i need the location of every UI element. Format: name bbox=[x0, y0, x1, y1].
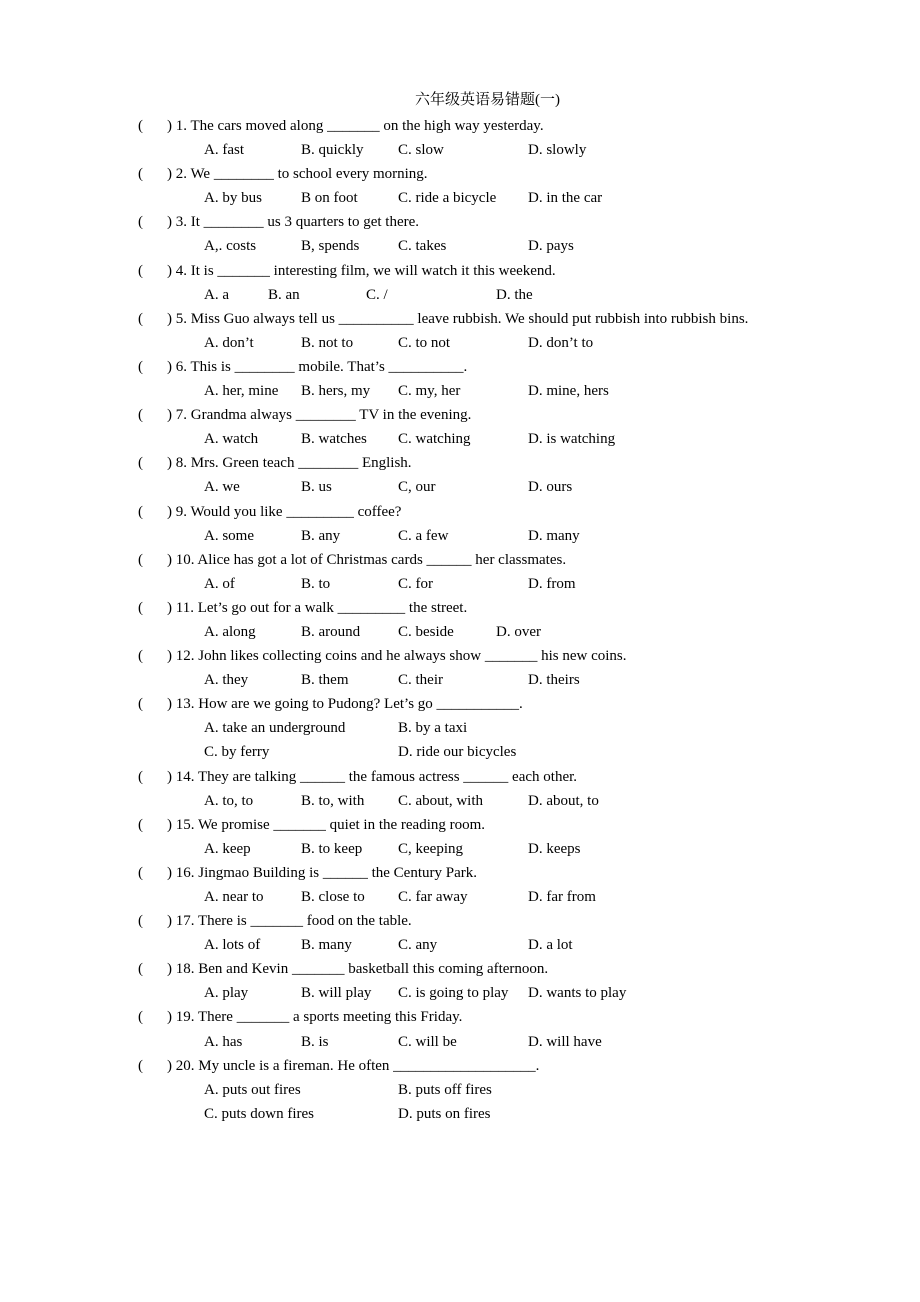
answer-option: D. in the car bbox=[528, 190, 603, 207]
answer-option: A. watch bbox=[204, 431, 259, 448]
answer-option: B. us bbox=[301, 479, 332, 496]
answer-option: C. any bbox=[398, 937, 438, 954]
question-row bbox=[0, 957, 920, 981]
options-row bbox=[0, 283, 920, 307]
question-row bbox=[0, 451, 920, 475]
answer-option: A. a bbox=[204, 286, 229, 303]
answer-option: D. don’t to bbox=[528, 334, 594, 351]
answer-option: D. ours bbox=[528, 479, 573, 496]
question-text: ) 20. My uncle is a fireman. He often ___________________. bbox=[167, 1057, 540, 1074]
options-row bbox=[0, 620, 920, 644]
question-text: ) 17. There is _______ food on the table. bbox=[167, 913, 412, 930]
answer-blank-open-paren: ( bbox=[138, 262, 143, 279]
answer-option: B. them bbox=[301, 672, 349, 689]
question-text: ) 5. Miss Guo always tell us __________ leave rubbish. We should put rubbish into rubbish bins. bbox=[167, 310, 749, 327]
answer-blank-open-paren: ( bbox=[138, 816, 143, 833]
answer-option: B. not to bbox=[301, 334, 354, 351]
answer-option: C. watching bbox=[398, 431, 471, 448]
question-row bbox=[0, 596, 920, 620]
question-text: ) 8. Mrs. Green teach ________ English. bbox=[167, 455, 412, 472]
answer-blank-open-paren: ( bbox=[138, 648, 143, 665]
options-row bbox=[0, 138, 920, 162]
answer-option: B. many bbox=[301, 937, 352, 954]
options-row bbox=[0, 331, 920, 355]
answer-option: B, spends bbox=[301, 238, 360, 255]
question-text: ) 2. We ________ to school every morning. bbox=[167, 166, 428, 183]
options-row bbox=[0, 885, 920, 909]
answer-option: D. from bbox=[528, 575, 576, 592]
options-row bbox=[0, 524, 920, 548]
question-list bbox=[0, 114, 920, 1126]
answer-blank-open-paren: ( bbox=[138, 358, 143, 375]
options-row bbox=[0, 234, 920, 258]
options-row bbox=[0, 668, 920, 692]
options-row bbox=[0, 789, 920, 813]
question-row bbox=[0, 909, 920, 933]
answer-option: A. play bbox=[204, 985, 249, 1002]
answer-option: A. don’t bbox=[204, 334, 254, 351]
question-text: ) 1. The cars moved along _______ on the high way yesterday. bbox=[167, 118, 544, 134]
question-text: ) 16. Jingmao Building is ______ the Century Park. bbox=[167, 864, 477, 881]
question-text: ) 4. It is _______ interesting film, we will watch it this weekend. bbox=[167, 262, 556, 279]
answer-option: C. for bbox=[398, 575, 433, 592]
question-row bbox=[0, 500, 920, 524]
answer-option: C. by ferry bbox=[204, 744, 270, 761]
answer-option: A. has bbox=[204, 1033, 243, 1050]
answer-option: D. about, to bbox=[528, 792, 599, 809]
options-row bbox=[0, 716, 920, 740]
question-row bbox=[0, 403, 920, 427]
answer-blank-open-paren: ( bbox=[138, 503, 143, 520]
question-row bbox=[0, 114, 920, 138]
answer-option: A. fast bbox=[204, 142, 244, 159]
options-row bbox=[0, 1078, 920, 1102]
answer-option: B on foot bbox=[301, 190, 358, 207]
answer-option: A. along bbox=[204, 623, 256, 640]
answer-blank-open-paren: ( bbox=[138, 166, 143, 183]
question-row bbox=[0, 861, 920, 885]
options-row bbox=[0, 933, 920, 957]
answer-option: A,. costs bbox=[204, 238, 257, 255]
answer-blank-open-paren: ( bbox=[138, 768, 143, 785]
question-row bbox=[0, 162, 920, 186]
question-row bbox=[0, 355, 920, 379]
question-row bbox=[0, 644, 920, 668]
answer-option: D. will have bbox=[528, 1033, 602, 1050]
answer-option: C. slow bbox=[398, 142, 444, 159]
answer-blank-open-paren: ( bbox=[138, 118, 143, 134]
answer-blank-open-paren: ( bbox=[138, 455, 143, 472]
answer-option: C. far away bbox=[398, 889, 468, 905]
question-row bbox=[0, 1054, 920, 1078]
question-text: ) 3. It ________ us 3 quarters to get there. bbox=[167, 214, 420, 231]
question-text: ) 10. Alice has got a lot of Christmas cards ______ her classmates. bbox=[167, 551, 567, 568]
question-text: ) 7. Grandma always ________ TV in the evening. bbox=[167, 407, 472, 424]
question-text: ) 18. Ben and Kevin _______ basketball this coming afternoon. bbox=[167, 961, 549, 978]
question-row bbox=[0, 765, 920, 789]
answer-blank-open-paren: ( bbox=[138, 696, 143, 713]
question-row bbox=[0, 307, 920, 331]
answer-option: C. will be bbox=[398, 1033, 457, 1050]
answer-option: C. their bbox=[398, 672, 443, 689]
question-text: ) 15. We promise _______ quiet in the reading room. bbox=[167, 816, 486, 833]
answer-blank-open-paren: ( bbox=[138, 310, 143, 327]
answer-option: C. is going to play bbox=[398, 985, 509, 1002]
answer-blank-open-paren: ( bbox=[138, 599, 143, 616]
answer-blank-open-paren: ( bbox=[138, 864, 143, 881]
answer-option: D. a lot bbox=[528, 937, 573, 954]
page-title: 六年级英语易错题(一) bbox=[415, 92, 560, 108]
question-row bbox=[0, 259, 920, 283]
answer-option: B. hers, my bbox=[301, 383, 371, 400]
answer-option: C. to not bbox=[398, 334, 451, 351]
options-row bbox=[0, 740, 920, 764]
options-row bbox=[0, 1030, 920, 1054]
answer-option: A. keep bbox=[204, 840, 251, 857]
answer-option: A. to, to bbox=[204, 792, 254, 809]
answer-option: B. an bbox=[268, 286, 300, 303]
answer-option: C. my, her bbox=[398, 383, 461, 400]
answer-option: D. wants to play bbox=[528, 985, 627, 1002]
answer-option: A. by bus bbox=[204, 190, 262, 207]
answer-option: B. puts off fires bbox=[398, 1081, 492, 1098]
answer-option: A. near to bbox=[204, 889, 264, 905]
answer-option: D. ride our bicycles bbox=[398, 744, 517, 761]
question-text: ) 6. This is ________ mobile. That’s __________. bbox=[167, 358, 468, 375]
question-row bbox=[0, 548, 920, 572]
options-row bbox=[0, 572, 920, 596]
answer-option: B. to, with bbox=[301, 792, 365, 809]
question-text: ) 11. Let’s go out for a walk _________ the street. bbox=[167, 599, 468, 616]
question-row bbox=[0, 210, 920, 234]
options-row bbox=[0, 837, 920, 861]
answer-option: A. her, mine bbox=[204, 383, 279, 400]
answer-option: C. ride a bicycle bbox=[398, 190, 497, 207]
answer-blank-open-paren: ( bbox=[138, 551, 143, 568]
options-row bbox=[0, 379, 920, 403]
answer-option: B. to bbox=[301, 575, 331, 592]
options-row bbox=[0, 186, 920, 210]
question-row bbox=[0, 692, 920, 716]
answer-option: D. far from bbox=[528, 889, 596, 905]
answer-option: B. to keep bbox=[301, 840, 363, 857]
question-row bbox=[0, 1005, 920, 1029]
answer-option: B. will play bbox=[301, 985, 372, 1002]
answer-option: B. around bbox=[301, 623, 361, 640]
answer-option: A. they bbox=[204, 672, 249, 689]
answer-option: A. take an underground bbox=[204, 720, 346, 737]
answer-option: C, our bbox=[398, 479, 436, 496]
answer-blank-open-paren: ( bbox=[138, 961, 143, 978]
answer-blank-open-paren: ( bbox=[138, 1009, 143, 1026]
answer-option: D. the bbox=[496, 286, 533, 303]
answer-blank-open-paren: ( bbox=[138, 913, 143, 930]
options-row bbox=[0, 1102, 920, 1126]
answer-blank-open-paren: ( bbox=[138, 214, 143, 231]
question-text: ) 13. How are we going to Pudong? Let’s go ___________. bbox=[167, 696, 523, 713]
answer-option: B. quickly bbox=[301, 142, 364, 159]
question-text: ) 14. They are talking ______ the famous actress ______ each other. bbox=[167, 768, 578, 785]
answer-option: D. theirs bbox=[528, 672, 580, 689]
question-row bbox=[0, 813, 920, 837]
answer-option: C. beside bbox=[398, 623, 454, 640]
answer-option: D. slowly bbox=[528, 142, 587, 159]
answer-option: C, keeping bbox=[398, 840, 463, 857]
answer-option: A. some bbox=[204, 527, 254, 544]
answer-option: D. keeps bbox=[528, 840, 581, 857]
answer-option: B. is bbox=[301, 1033, 329, 1050]
answer-option: A. lots of bbox=[204, 937, 261, 954]
answer-option: B. watches bbox=[301, 431, 367, 448]
answer-option: C. a few bbox=[398, 527, 449, 544]
options-row bbox=[0, 475, 920, 499]
answer-option: A. we bbox=[204, 479, 240, 496]
answer-option: B. by a taxi bbox=[398, 720, 468, 737]
question-text: ) 9. Would you like _________ coffee? bbox=[167, 503, 402, 520]
answer-option: C. takes bbox=[398, 238, 447, 255]
question-text: ) 19. There _______ a sports meeting this Friday. bbox=[167, 1009, 463, 1026]
answer-blank-open-paren: ( bbox=[138, 1057, 143, 1074]
answer-option: C. / bbox=[366, 286, 388, 303]
answer-option: A. of bbox=[204, 575, 235, 592]
answer-option: D. puts on fires bbox=[398, 1105, 491, 1122]
answer-blank-open-paren: ( bbox=[138, 407, 143, 424]
answer-option: C. puts down fires bbox=[204, 1105, 314, 1122]
answer-option: B. any bbox=[301, 527, 341, 544]
answer-option: D. over bbox=[496, 623, 541, 640]
options-row bbox=[0, 981, 920, 1005]
answer-option: D. pays bbox=[528, 238, 574, 255]
answer-option: A. puts out fires bbox=[204, 1081, 301, 1098]
answer-option: D. mine, hers bbox=[528, 383, 609, 400]
question-text: ) 12. John likes collecting coins and he always show _______ his new coins. bbox=[167, 648, 627, 665]
answer-option: D. many bbox=[528, 527, 580, 544]
answer-option: B. close to bbox=[301, 889, 365, 905]
options-row bbox=[0, 427, 920, 451]
answer-option: C. about, with bbox=[398, 792, 483, 809]
answer-option: D. is watching bbox=[528, 431, 616, 448]
